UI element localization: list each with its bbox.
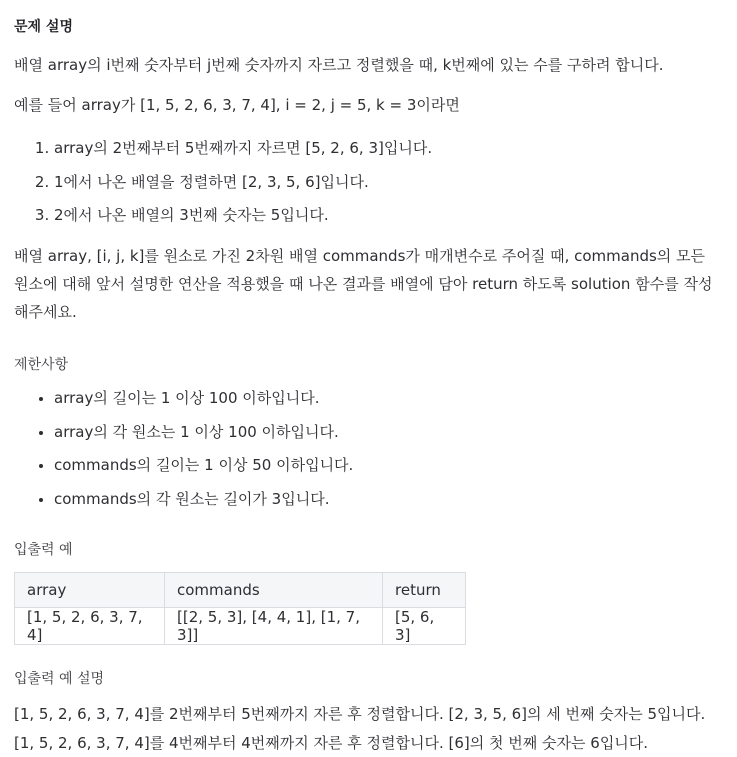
list-item: • commands의 길이는 1 이상 50 이하입니다. [54,449,353,483]
io-explanation-line: [1, 5, 2, 6, 3, 7, 4]를 2번째부터 5번째까지 자른 후 정렬합니다. [2, 3, 5, 6]의 세 번째 숫자는 5입니다. [14,705,706,723]
list-item: • commands의 각 원소는 길이가 3입니다. [54,483,353,517]
constraints-title: 제한사항 [14,357,69,373]
column-header-array: array [15,573,165,608]
list-item: 1. array의 2번째부터 5번째까지 자르면 [5, 2, 6, 3]입니다. [54,132,432,166]
problem-intro: 배열 array의 i번째 숫자부터 j번째 숫자까지 자르고 정렬했을 때, k번째에 있는 수를 구하려 합니다. [14,56,664,74]
list-item: • array의 길이는 1 이상 100 이하입니다. [54,382,353,416]
table-cell: [[2, 5, 3], [4, 4, 1], [1, 7, 3]] [165,608,383,645]
list-item: • array의 각 원소는 1 이상 100 이하입니다. [54,416,353,450]
table-header-row [15,573,466,608]
section-heading-problem: 문제 설명 [14,19,73,35]
io-explanation-title: 입출력 예 설명 [14,671,105,687]
list-item: 3. 2에서 나온 배열의 3번째 숫자는 5입니다. [54,199,432,233]
example-intro: 예를 들어 array가 [1, 5, 2, 6, 3, 7, 4], i = 2, j = 5, k = 3이라면 [14,96,460,114]
table-cell: [1, 5, 2, 6, 3, 7, 4] [15,608,165,645]
io-explanation-line: [1, 5, 2, 6, 3, 7, 4]를 4번째부터 4번째까지 자른 후 정렬합니다. [6]의 첫 번째 숫자는 6입니다. [14,734,649,752]
table-row [15,608,466,645]
io-example-table [14,572,466,645]
constraints-list [14,382,353,516]
column-header-commands: commands [165,573,383,608]
table-cell: [5, 6, 3] [383,608,466,645]
column-header-return: return [383,573,466,608]
list-item: 2. 1에서 나온 배열을 정렬하면 [2, 3, 5, 6]입니다. [54,166,432,200]
example-steps-list [14,132,432,233]
io-example-title: 입출력 예 [14,542,73,558]
task-description: 배열 array, [i, j, k]를 원소로 가진 2차원 배열 commands가 매개변수로 주어질 때, commands의 모든 원소에 대해 앞서 설명한 연산을 적용했을 때 나온 결과를 배열에 담아 return 하도록 solution 함수를 작성해주세요. [14,247,713,321]
